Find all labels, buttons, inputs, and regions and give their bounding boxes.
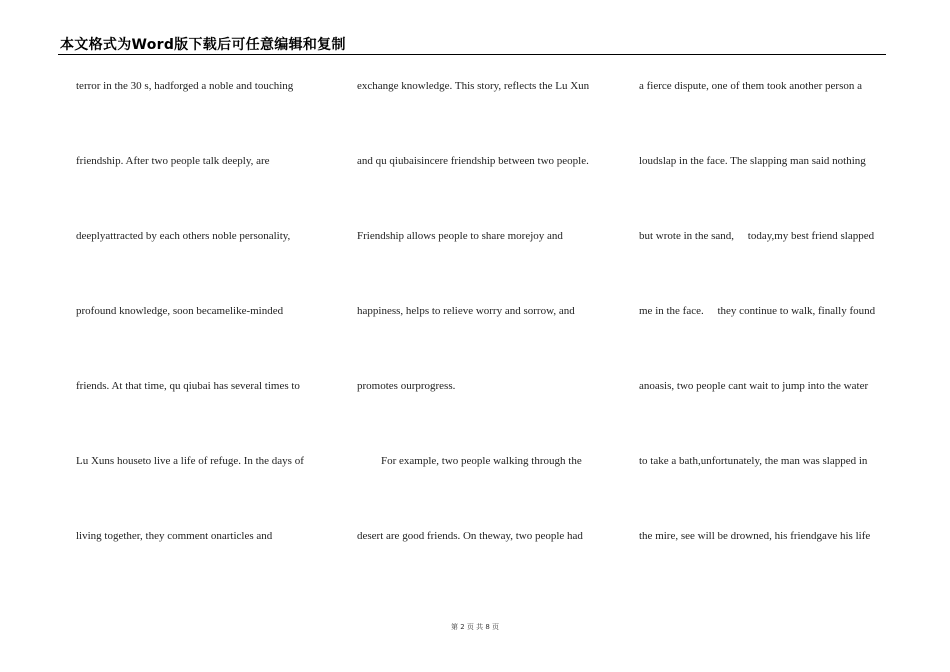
header-divider (58, 54, 886, 55)
text-line: profound knowledge, soon becamelike-minded (76, 305, 284, 317)
text-line: desert are good friends. On theway, two people had (357, 530, 583, 542)
text-line: anoasis, two people cant wait to jump into the water (639, 380, 869, 392)
text-line: loudslap in the face. The slapping man said nothing (639, 155, 866, 167)
paragraph-start-line: For example, two people walking through the (381, 455, 582, 467)
text-line: happiness, helps to relieve worry and sorrow, and (357, 305, 575, 317)
text-line: to take a bath,unfortunately, the man was slapped in (639, 455, 868, 467)
text-line: friendship. After two people talk deeply, are (76, 155, 270, 167)
page-number-footer: 第 2 页 共 8 页 (450, 623, 500, 631)
text-line: me in the face. they continue to walk, finally found (639, 305, 876, 317)
text-line: but wrote in the sand, today,my best friend slapped (639, 230, 875, 242)
text-line: and qu qiubaisincere friendship between two people. (357, 155, 589, 167)
text-line: Lu Xuns houseto live a life of refuge. In the days of (76, 455, 304, 467)
text-line: the mire, see will be drowned, his friendgave his life (639, 530, 871, 542)
text-line: exchange knowledge. This story, reflects the Lu Xun (357, 80, 590, 92)
text-line: deeplyattracted by each others noble personality, (76, 230, 291, 242)
text-line: living together, they comment onarticles and (76, 530, 273, 542)
text-line: Friendship allows people to share morejoy and (357, 230, 563, 242)
text-line: friends. At that time, qu qiubai has several times to (76, 380, 300, 392)
text-line: a fierce dispute, one of them took another person a (639, 80, 862, 92)
header-title: 本文格式为Word版下载后可任意编辑和复制 (60, 37, 346, 53)
text-line: terror in the 30 s, hadforged a noble and touching (76, 80, 294, 92)
text-line: promotes ourprogress. (357, 380, 456, 392)
